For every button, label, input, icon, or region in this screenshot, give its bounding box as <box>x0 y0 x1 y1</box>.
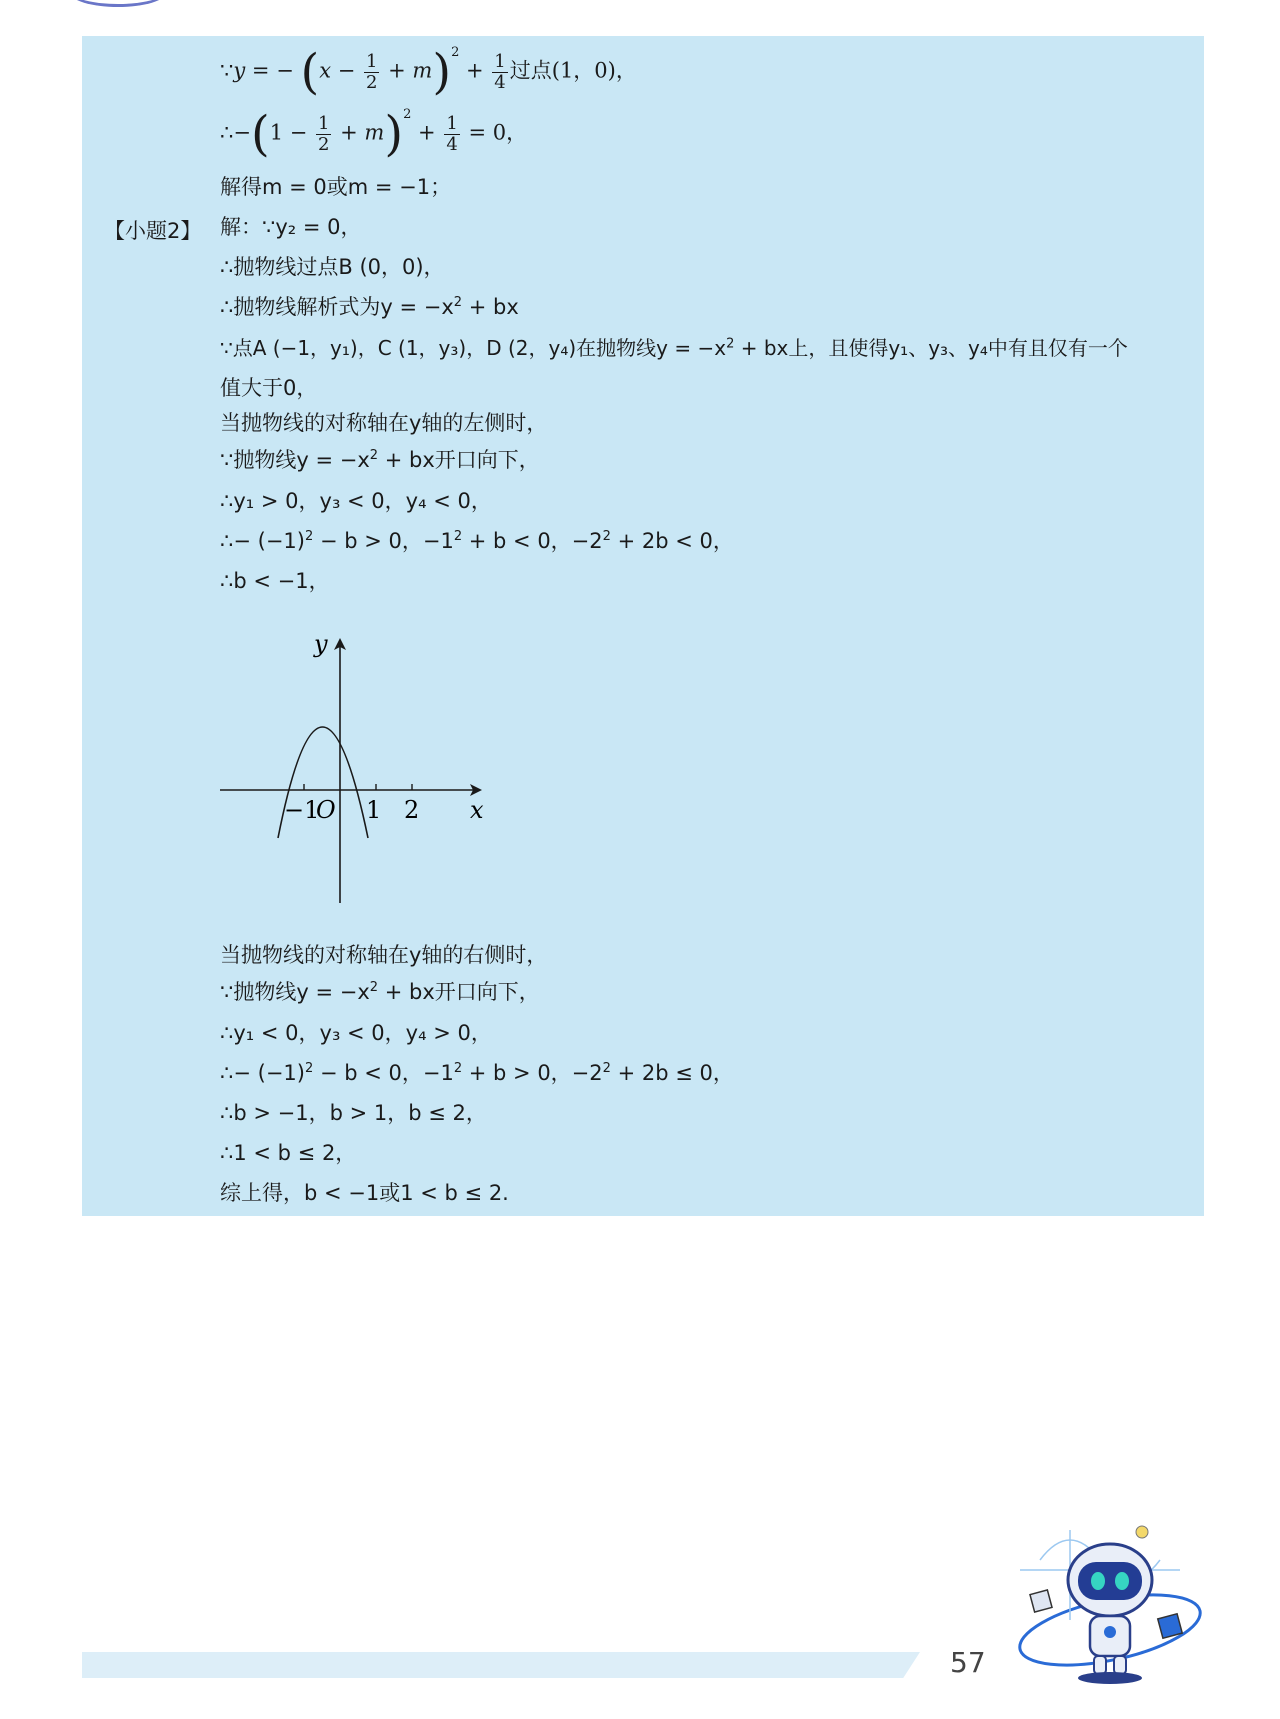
subquestion-tag: 【小题2】 <box>104 219 202 243</box>
solution-line-7: ∵点A (−1，y₁)，C (1，y₃)，D (2，y₄)在抛物线$y = -x^2$ + bx上，且使得y₁、y₃、y₄中有且仅有一个 <box>220 336 1128 360</box>
solution-line-10: ∵抛物线$y = -x^2$ + bx开口向下， <box>220 448 540 472</box>
tick-label-2: 2 <box>404 796 420 824</box>
solution-line-13: ∴b < −1， <box>220 569 330 593</box>
solution-line-5: ∴抛物线过点B (0，0)， <box>220 255 445 279</box>
solution-line-2: ∴−(1 − $\frac{1}{2}$ + m)$^2$ + $\frac{1}{4}$ = 0， <box>220 106 528 162</box>
header-decoration <box>70 0 166 7</box>
solution-line-18: ∴b > −1，b > 1，b ≤ 2， <box>220 1101 487 1125</box>
solution-line-19: ∴1 < b ≤ 2， <box>220 1141 357 1165</box>
solution-line-20: 综上得，b < −1或1 < b ≤ 2. <box>220 1181 509 1205</box>
fraction: $\frac{1}{4}$ <box>494 50 506 93</box>
solution-line-6: ∴抛物线解析式为$y = -x^2$ + bx <box>220 295 519 319</box>
origin-label: O <box>316 796 336 824</box>
solution-line-3: 解得m = 0或m = −1； <box>220 175 452 199</box>
solution-line-9: 当抛物线的对称轴在y轴的左侧时， <box>220 411 548 435</box>
tick-label-1: 1 <box>366 796 382 824</box>
parabola-graph <box>218 628 498 908</box>
tick-label-m1: −1 <box>284 796 320 824</box>
solution-line-14: 当抛物线的对称轴在y轴的右侧时， <box>220 943 548 967</box>
page-number: 57 <box>950 1646 986 1679</box>
fraction: $\frac{1}{4}$ <box>446 112 458 155</box>
solution-line-12: ∴− $(-1)^2 - b > 0$，$-1^2 + b < 0$，$-2^2 + 2b < 0$， <box>220 529 734 553</box>
solution-line-15: ∵抛物线$y = -x^2$ + bx开口向下， <box>220 980 540 1004</box>
solution-line-17: ∴− $(-1)^2 - b < 0$，$-1^2 + b > 0$，$-2^2 + 2b \le 0$， <box>220 1061 734 1085</box>
solution-line-8: 值大于0， <box>220 376 318 400</box>
x-axis-label: x <box>470 796 484 824</box>
fraction: $\frac{1}{2}$ <box>318 112 330 155</box>
robot-mascot-icon <box>1010 1520 1210 1690</box>
y-axis-label: y <box>314 630 328 658</box>
fraction: $\frac{1}{2}$ <box>366 50 378 93</box>
solution-line-16: ∴y₁ < 0，y₃ < 0，y₄ > 0， <box>220 1021 492 1045</box>
footer-bar <box>82 1652 920 1678</box>
solution-line-11: ∴y₁ > 0，y₃ < 0，y₄ < 0， <box>220 489 492 513</box>
solution-line-4: 解：∵y₂ = 0， <box>220 215 362 239</box>
solution-line-1: ∵y = − (x − $\frac{1}{2}$ + m)$^2$ + $\frac{1}{4}$ 过点(1，0)， <box>220 44 637 100</box>
